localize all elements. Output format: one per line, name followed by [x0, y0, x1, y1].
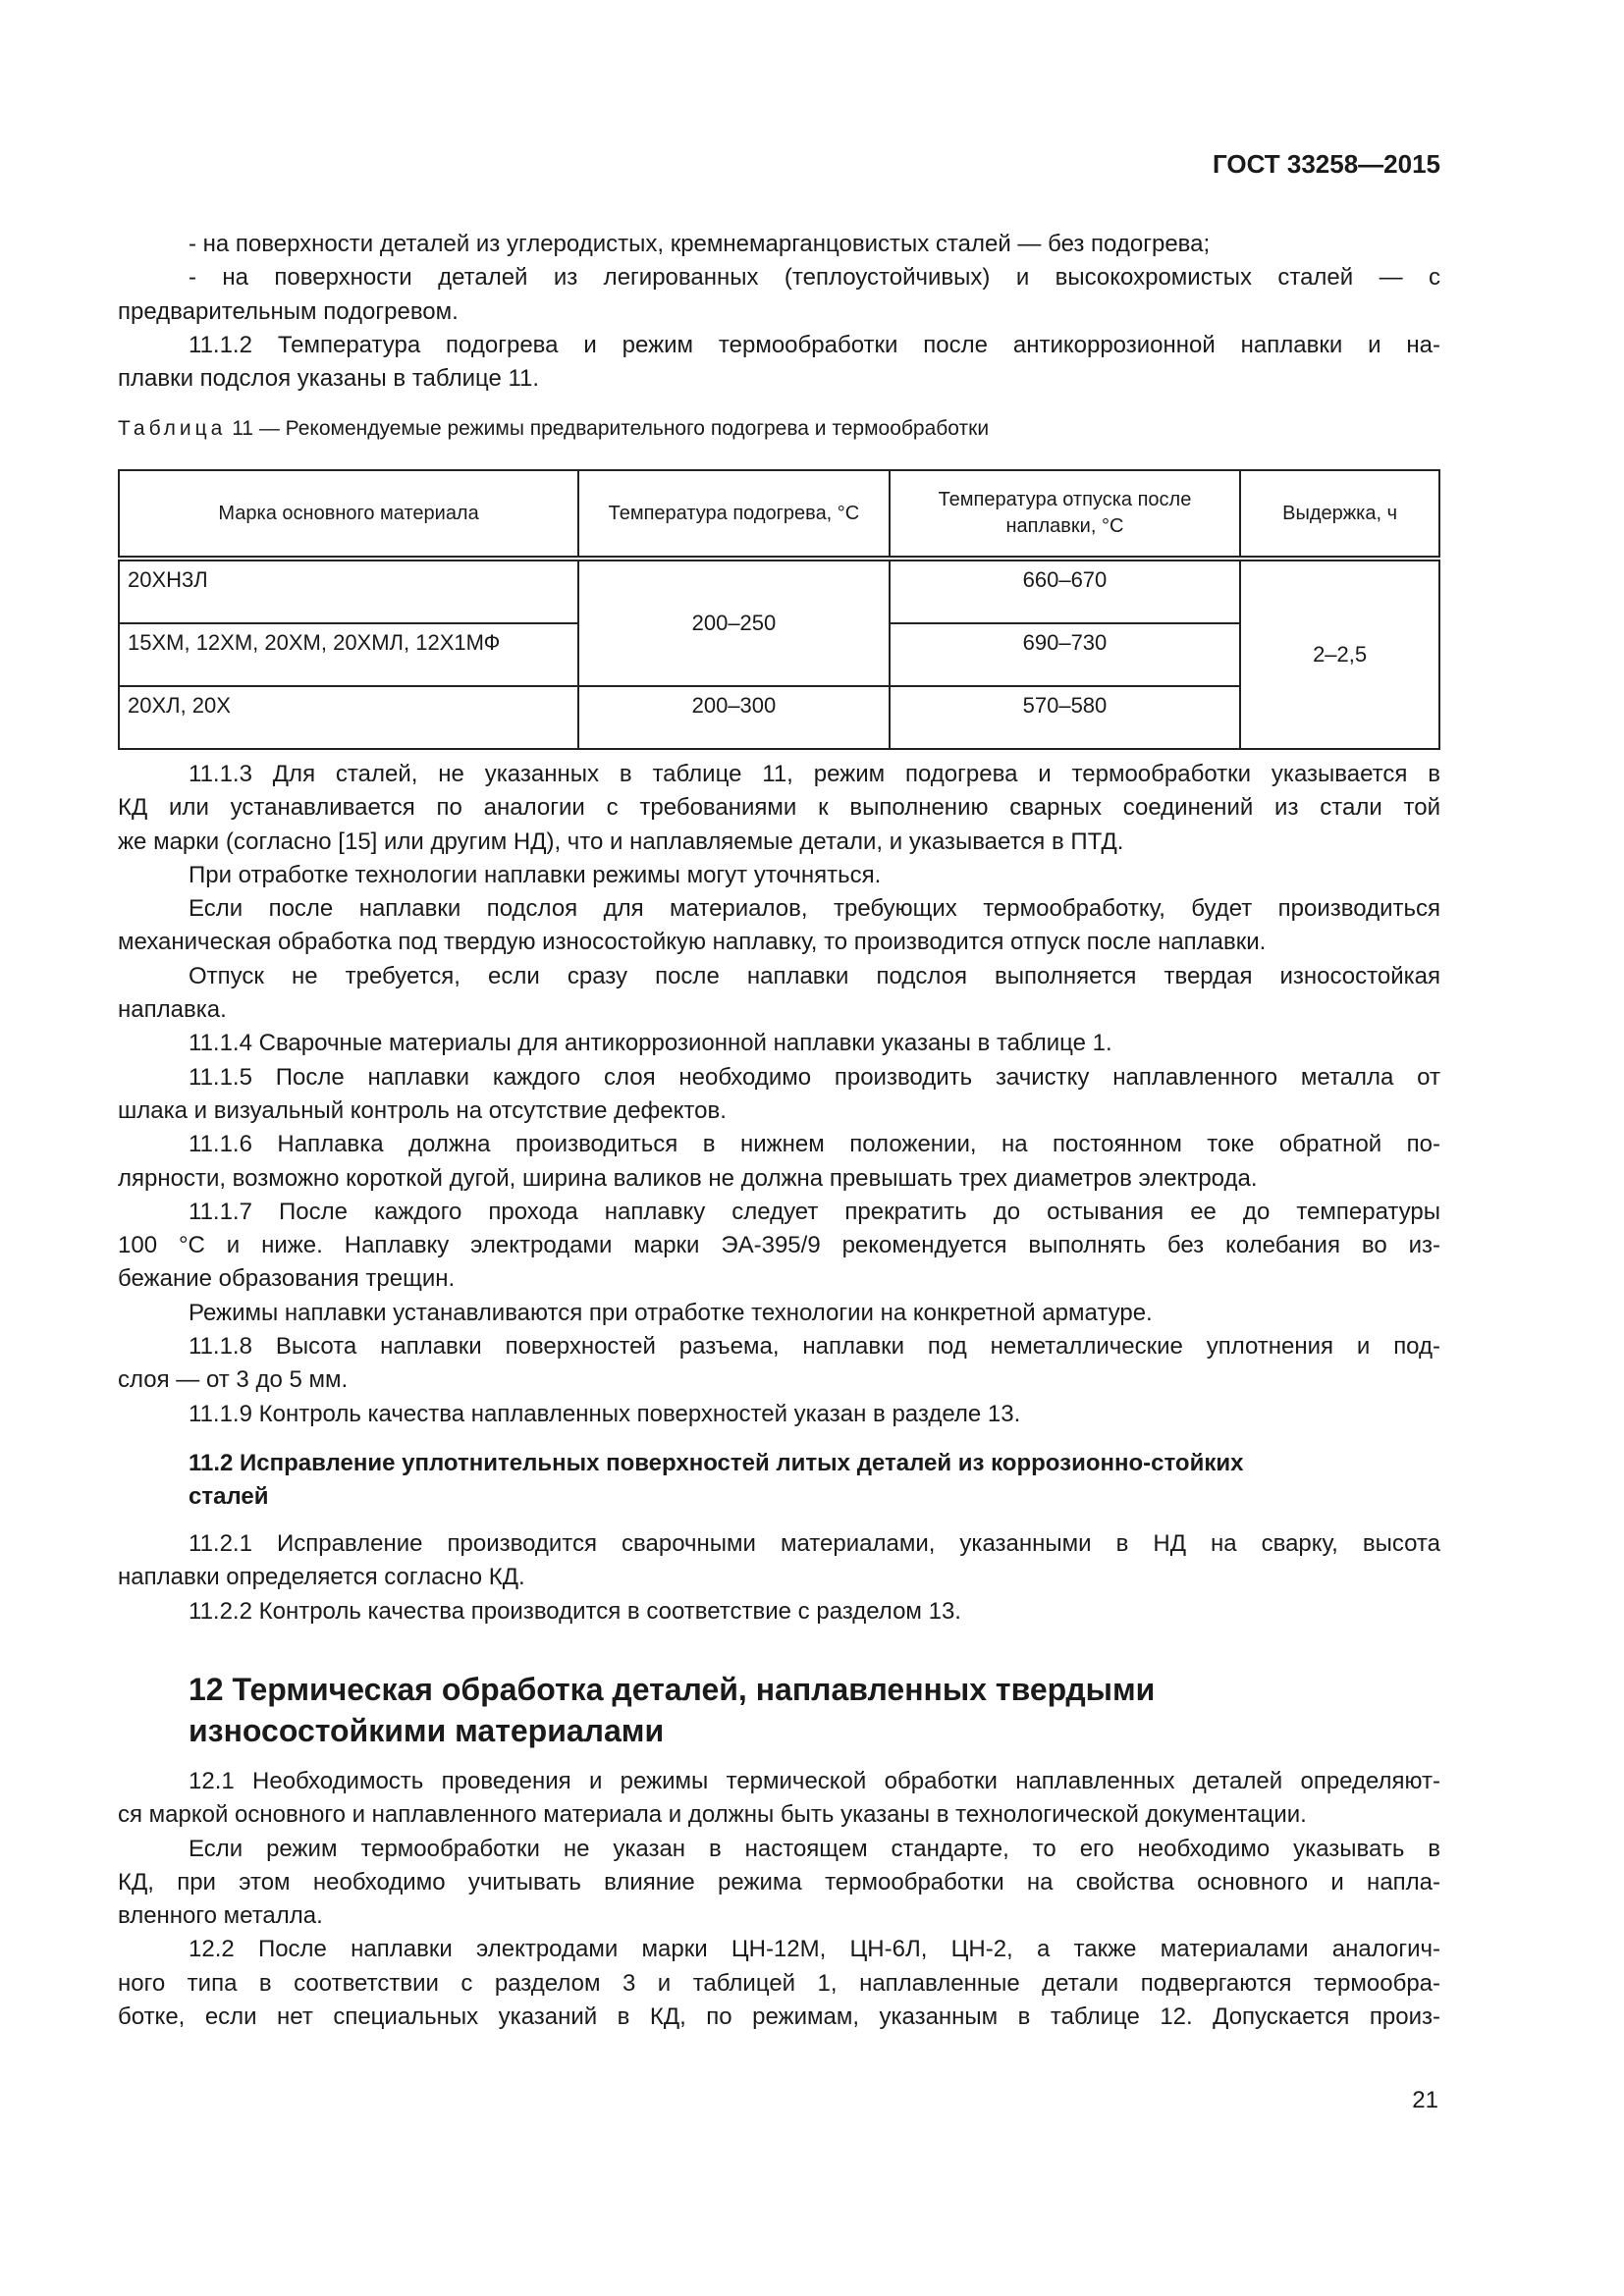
text-line: 11.1.8 Высота наплавки поверхностей разъема, наплавки под неметаллические уплотнения и под- [189, 1333, 1440, 1361]
text-line: 12.1 Необходимость проведения и режимы термической обработки наплавленных деталей определяют- [189, 1768, 1440, 1794]
table-caption-text: 11 — Рекомендуемые режимы предварительного подогрева и термообработки [232, 417, 990, 440]
text-line: - на поверхности деталей из легированных (теплоустойчивых) и высокохромистых сталей — с [189, 264, 1440, 292]
text-line: 11.1.7 После каждого прохода наплавку следует прекратить до остывания ее до температуры [189, 1198, 1440, 1225]
text-line: механическая обработка под твердую износостойкую наплавку, то производится отпуск после наплавки. [118, 929, 1267, 956]
paragraph [118, 1933, 1440, 2034]
paragraph [118, 892, 1440, 960]
table-cell: 200–300 [578, 686, 890, 749]
text-line: наплавки определяется согласно КД. [118, 1564, 525, 1591]
text-section [118, 1527, 1440, 1629]
paragraph [118, 1398, 1440, 1431]
page-number: 21 [1412, 2087, 1438, 2113]
preheat-table [118, 469, 1440, 750]
table-cell: 690–730 [890, 623, 1240, 686]
table-cell: 660–670 [890, 559, 1240, 623]
text-line: 11.1.6 Наплавка должна производиться в нижнем положении, на постоянном токе обратной по- [189, 1131, 1440, 1158]
paragraph [118, 1527, 1440, 1595]
paragraph [118, 960, 1440, 1028]
paragraph [118, 329, 1440, 397]
column-header: Марка основного материала [119, 470, 578, 559]
text-line: шлака и визуальный контроль на отсутствие дефектов. [118, 1096, 727, 1124]
text-line: 11.1.9 Контроль качества наплавленных поверхностей указан в разделе 13. [189, 1400, 1021, 1427]
paragraph [118, 1128, 1440, 1196]
text-line: предварительным подогревом. [118, 297, 459, 325]
document-code: ГОСТ 33258—2015 [1213, 149, 1440, 179]
section-heading [189, 1669, 1155, 1751]
column-header: Температура подогрева, °С [578, 470, 890, 559]
table-cell: 200–250 [578, 559, 890, 686]
text-section [118, 1765, 1440, 2034]
paragraph [118, 758, 1440, 859]
text-line: вленного металла. [118, 1902, 323, 1930]
paragraph [118, 1330, 1440, 1398]
heading-line: 11.2 Исправление уплотнительных поверхностей литых деталей из коррозионно-стойких [189, 1450, 1244, 1476]
text-line: 11.1.3 Для сталей, не указанных в таблице 11, режим подогрева и термообработки указывается в [189, 761, 1440, 787]
text-line: Режимы наплавки устанавливаются при отработке технологии на конкретной арматуре. [189, 1299, 1153, 1326]
text-line: 11.1.4 Сварочные материалы для антикоррозионной наплавки указаны в таблице 1. [189, 1030, 1112, 1057]
paragraph [118, 261, 1440, 329]
text-line: бежание образования трещин. [118, 1265, 456, 1293]
text-line: лярности, возможно короткой дугой, ширина валиков не должна превышать трех диаметров электрода. [118, 1164, 1258, 1192]
text-line: - на поверхности деталей из углеродистых, кремнемарганцовистых сталей — без подогрева; [189, 231, 1211, 257]
text-line: 12.2 После наплавки электродами марки ЦН-12М, ЦН-6Л, ЦН-2, а также материалами аналогич- [189, 1936, 1440, 1963]
paragraph [118, 1061, 1440, 1129]
text-line: 100 °С и ниже. Наплавку электродами марки ЭА-395/9 рекомендуется выполнять без колебания во из- [118, 1232, 1440, 1259]
table-header-row [119, 470, 1439, 559]
text-line: 11.2.1 Исправление производится сварочными материалами, указанными в НД на сварку, высота [189, 1530, 1440, 1557]
paragraph [118, 1027, 1440, 1060]
paragraph [118, 859, 1440, 892]
text-section [118, 758, 1440, 1431]
text-line: ботке, если нет специальных указаний в КД, по режимам, указанным в таблице 12. Допускается произ- [118, 2003, 1440, 2031]
text-line: КД или устанавливается по аналогии с требованиями к выполнению сварных соединений из стали той [118, 794, 1440, 822]
text-line: Если после наплавки подслоя для материалов, требующих термообработку, будет производиться [189, 895, 1440, 923]
text-line: 11.1.2 Температура подогрева и режим термообработки после антикоррозионной наплавки и на- [189, 331, 1440, 358]
table-row [119, 559, 1439, 623]
text-line: же марки (согласно [15] или другим НД), что и наплавляемые детали, и указывается в ПТД. [118, 828, 1124, 855]
text-line: слоя — от 3 до 5 мм. [118, 1366, 349, 1394]
table-cell: 20ХЛ, 20Х [119, 686, 578, 749]
heading-line: износостойкими материалами [189, 1713, 665, 1748]
subsection-heading [118, 1447, 1440, 1515]
column-header: Температура отпуска после наплавки, °С [890, 470, 1240, 559]
text-line: Отпуск не требуется, если сразу после наплавки подслоя выполняется твердая износостойкая [189, 962, 1440, 989]
paragraph [118, 1833, 1440, 1934]
text-line: 11.2.2 Контроль качества производится в соответствие с разделом 13. [189, 1597, 961, 1625]
text-line: 11.1.5 После наплавки каждого слоя необходимо производить зачистку наплавленного металла от [189, 1063, 1440, 1091]
text-line: наплавка. [118, 996, 227, 1024]
text-line: ного типа в соответствии с разделом 3 и таблицей 1, наплавленные детали подвергаются термообра- [118, 1969, 1440, 1997]
paragraph [118, 1196, 1440, 1297]
text-line: КД, при этом необходимо учитывать влияние режима термообработки на свойства основного и напла- [118, 1868, 1440, 1896]
table-cell: 570–580 [890, 686, 1240, 749]
heading-line: сталей [189, 1483, 269, 1511]
table-cell: 20ХН3Л [119, 559, 578, 623]
table-cell: 15ХМ, 12ХМ, 20ХМ, 20ХМЛ, 12Х1МФ [119, 623, 578, 686]
table-cell: 2–2,5 [1240, 559, 1439, 749]
paragraph [118, 1765, 1440, 1833]
table-caption [118, 417, 989, 441]
column-header: Выдержка, ч [1240, 470, 1439, 559]
paragraph [118, 1297, 1440, 1330]
text-line: Если режим термообработки не указан в настоящем стандарте, то его необходимо указывать в [189, 1835, 1440, 1862]
heading-line: 12 Термическая обработка деталей, наплавленных твердыми [189, 1672, 1156, 1707]
text-line: При отработке технологии наплавки режимы могут уточняться. [189, 861, 882, 888]
paragraph [118, 1595, 1440, 1629]
paragraph [118, 228, 1440, 261]
text-line: ся маркой основного и наплавленного материала и должны быть указаны в технологической документации. [118, 1801, 1307, 1829]
table-caption-prefix: Таблица [118, 417, 227, 440]
text-line: плавки подслоя указаны в таблице 11. [118, 365, 540, 393]
text-section [118, 228, 1440, 396]
